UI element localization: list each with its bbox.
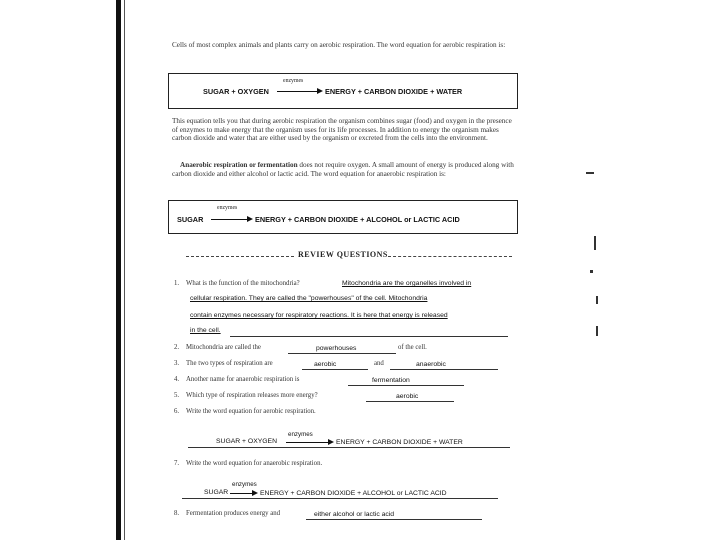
eq1-arrow [277, 91, 321, 92]
question-1-answer-line-1: Mitochondria are the organelles involved in [342, 280, 472, 287]
review-rule-right [388, 256, 512, 257]
margin-mark [596, 296, 598, 304]
question-6-number: 6. [174, 408, 180, 415]
question-3-answer-a: aerobic [314, 361, 337, 368]
anaerobic-equation-box [168, 200, 518, 234]
question-4-answer: fermentation [372, 377, 410, 384]
scan-edge-bar [116, 0, 121, 540]
eq2-reactants: SUGAR [177, 215, 204, 224]
eq2-products: ENERGY + CARBON DIOXIDE + ALCOHOL or LACTIC ACID [255, 215, 460, 224]
question-5-answer: aerobic [396, 393, 419, 400]
answer-underline [188, 447, 510, 448]
question-5 [174, 392, 318, 400]
answer-underline [306, 519, 482, 520]
eq1-products: ENERGY + CARBON DIOXIDE + WATER [325, 87, 463, 96]
eq2-enzyme-label: enzymes [217, 205, 238, 211]
review-header [168, 250, 516, 262]
scan-edge-line [124, 0, 125, 540]
anaerobic-term: Anaerobic respiration or fermentation [180, 161, 298, 169]
question-4-text: Another name for anaerobic respiration is [186, 376, 300, 383]
question-4-number: 4. [174, 376, 180, 383]
question-7-enzyme-label: enzymes [232, 481, 257, 488]
question-7-text: Write the word equation for anaerobic respiration. [186, 460, 323, 467]
answer-underline [182, 498, 498, 499]
question-2-text: Mitochondria are called the [186, 344, 261, 351]
paragraph-anaerobic [172, 161, 516, 178]
eq2-arrow [211, 219, 251, 220]
question-5-text: Which type of respiration releases more energy? [186, 392, 318, 399]
question-5-number: 5. [174, 392, 180, 399]
question-1-answer-line-4: in the cell. [190, 327, 221, 334]
question-6-reactants: SUGAR + OXYGEN [216, 438, 277, 445]
paragraph-aerobic: This equation tells you that during aerobic respiration the organism combines sugar (food) and oxygen in the presence of enzymes to make energy that the organism uses for its life processes. In addition to energy the organism makes carbon dioxide and water that are either used by the organism or excreted from the cells into the environment. [172, 117, 512, 143]
margin-mark [594, 236, 596, 250]
question-2-number: 2. [174, 344, 180, 351]
question-3-number: 3. [174, 360, 180, 367]
review-rule-left [186, 256, 294, 257]
question-3-text: The two types of respiration are [186, 360, 273, 367]
intro-text: Cells of most complex animals and plants carry on aerobic respiration. The word equation for aerobic respiration is: [172, 41, 506, 49]
question-7-arrow [230, 493, 256, 494]
question-1-text: What is the function of the mitochondria? [186, 280, 300, 287]
question-6-enzyme-label: enzymes [288, 431, 313, 438]
question-6-text: Write the word equation for aerobic respiration. [186, 408, 316, 415]
answer-underline [288, 353, 396, 354]
eq1-reactants: SUGAR + OXYGEN [203, 87, 269, 96]
review-title: REVIEW QUESTIONS [298, 250, 388, 259]
question-2 [174, 344, 261, 352]
question-8-answer: either alcohol or lactic acid [314, 511, 395, 518]
answer-underline [366, 401, 454, 402]
margin-mark [596, 326, 598, 336]
margin-mark [590, 270, 593, 273]
paragraph-anaerobic-text: does not require oxygen. A small amount of energy is produced along with carbon dioxide and either alcohol or lactic acid. The word equation for anaerobic respiration is: [172, 161, 514, 178]
question-3-answer-b: anaerobic [416, 361, 446, 368]
question-8 [174, 510, 280, 518]
question-8-text: Fermentation produces energy and [186, 510, 281, 517]
question-1-number: 1. [174, 280, 180, 287]
eq1-enzyme-label: enzymes [283, 78, 304, 84]
question-6-products: ENERGY + CARBON DIOXIDE + WATER [336, 439, 463, 446]
question-7-products: ENERGY + CARBON DIOXIDE + ALCOHOL or LACTIC ACID [260, 490, 447, 497]
question-2-answer: powerhouses [316, 345, 357, 352]
question-1 [174, 280, 300, 288]
aerobic-equation-box [168, 73, 518, 109]
question-1-answer-line-3: contain enzymes necessary for respiratory reactions. It is here that energy is released [190, 312, 448, 319]
margin-mark [586, 172, 594, 174]
question-8-number: 8. [174, 510, 180, 517]
question-7-reactants: SUGAR [204, 489, 229, 496]
question-3-and: and [374, 360, 384, 367]
answer-underline [390, 369, 498, 370]
question-6-arrow [286, 442, 332, 443]
answer-underline [348, 385, 464, 386]
worksheet-page [168, 40, 520, 535]
question-1-answer-line-2: cellular respiration. They are called the "powerhouses" of the cell. Mitochondria [190, 295, 428, 302]
question-7 [174, 460, 322, 468]
answer-underline [302, 369, 368, 370]
answer-underline [230, 336, 508, 337]
question-6 [174, 408, 316, 416]
question-3 [174, 360, 273, 368]
question-7-number: 7. [174, 460, 180, 467]
question-2-tail: of the cell. [398, 344, 427, 351]
question-4 [174, 376, 299, 384]
